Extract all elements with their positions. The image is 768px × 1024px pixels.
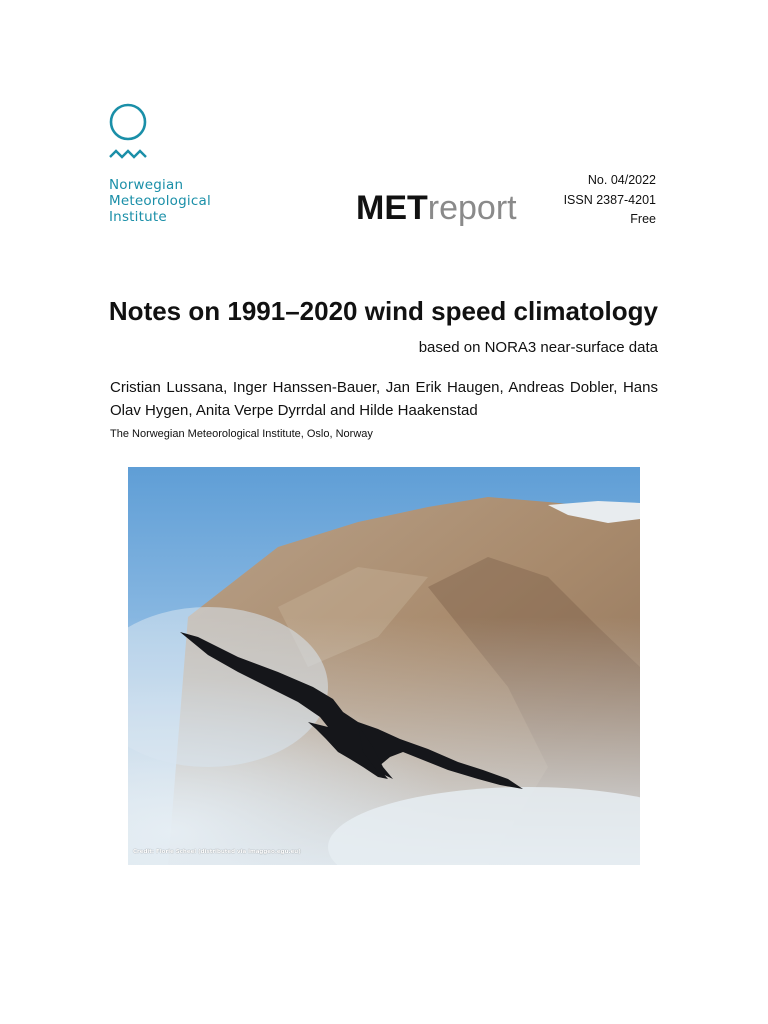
report-meta — [564, 171, 656, 230]
report-price: Free — [630, 212, 656, 226]
institute-logo — [108, 102, 238, 225]
report-title: Notes on 1991–2020 wind speed climatology — [108, 296, 658, 326]
institute-name-line: Institute — [109, 209, 167, 225]
metreport-light: report — [427, 189, 517, 227]
metreport-wordmark — [356, 188, 517, 228]
bird-soaring-over-mountain-image — [128, 467, 640, 865]
report-issn: ISSN 2387-4201 — [563, 192, 656, 207]
metreport-bold: MET — [356, 189, 428, 227]
met-logo-circle-wave-icon — [108, 102, 152, 164]
report-subtitle: based on NORA3 near-surface data — [418, 339, 658, 356]
report-number: No. 04/2022 — [587, 173, 656, 187]
institute-name — [109, 177, 211, 225]
report-authors: Cristian Lussana, Inger Hanssen-Bauer, Jan Erik Haugen, Andreas Dobler, Hans Olav Hygen, Anita Verpe Dyrrdal and Hilde Haakenstad — [110, 379, 658, 419]
institute-name-line: Meteorological — [109, 193, 211, 209]
institute-name-line: Norwegian — [109, 177, 184, 193]
photo-credit: Credit: Florie Scheel (distributed via imaggeo.egu.eu) — [133, 849, 301, 855]
report-affiliation: The Norwegian Meteorological Institute, Oslo, Norway — [110, 428, 373, 440]
